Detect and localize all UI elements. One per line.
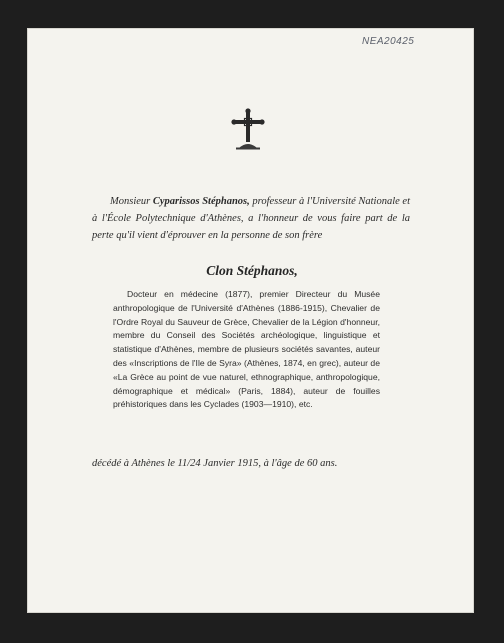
announcer-name: Cyparissos Stéphanos,: [152, 196, 250, 207]
death-notice-line: décédé à Athènes le 11/24 Janvier 1915, à l'âge de 60 ans.: [92, 458, 338, 469]
intro-body: professeur à l'Université Nationale et à l'École Polytechnique d'Athènes, a l'honneur de vous faire part de la perte qu'il vient d'éprouver en la personne de son frère: [92, 196, 411, 241]
biography-paragraph: Docteur en médecine (1877), premier Directeur du Musée anthropologique de l'Université d'Athènes (1886-1915), Chevalier de l'Ordre Royal du Sauveur de Grèce, Chevalier de la Légion d'honneur, membre du Conseil des Sociétés archéologique, linguistique et statistique d'Athènes, membre de plusieurs sociétés savantes, auteur des «Inscriptions de l'Ile de Syra» (Athènes, 1874, en grec), auteur de «La Grèce au point de vue naturel, ethnographique, anthropologique, démographique et médical» (Paris, 1884), auteur de fouilles préhistoriques dans les Cyclades (1903—1910), etc.: [113, 289, 380, 410]
intro-prefix: Monsieur: [110, 196, 153, 207]
announcement-intro: [92, 193, 410, 244]
deceased-name: Clon Stéphanos,: [206, 263, 298, 278]
archive-id: NEA20425: [362, 36, 415, 47]
ornate-cross-icon: [229, 108, 267, 152]
